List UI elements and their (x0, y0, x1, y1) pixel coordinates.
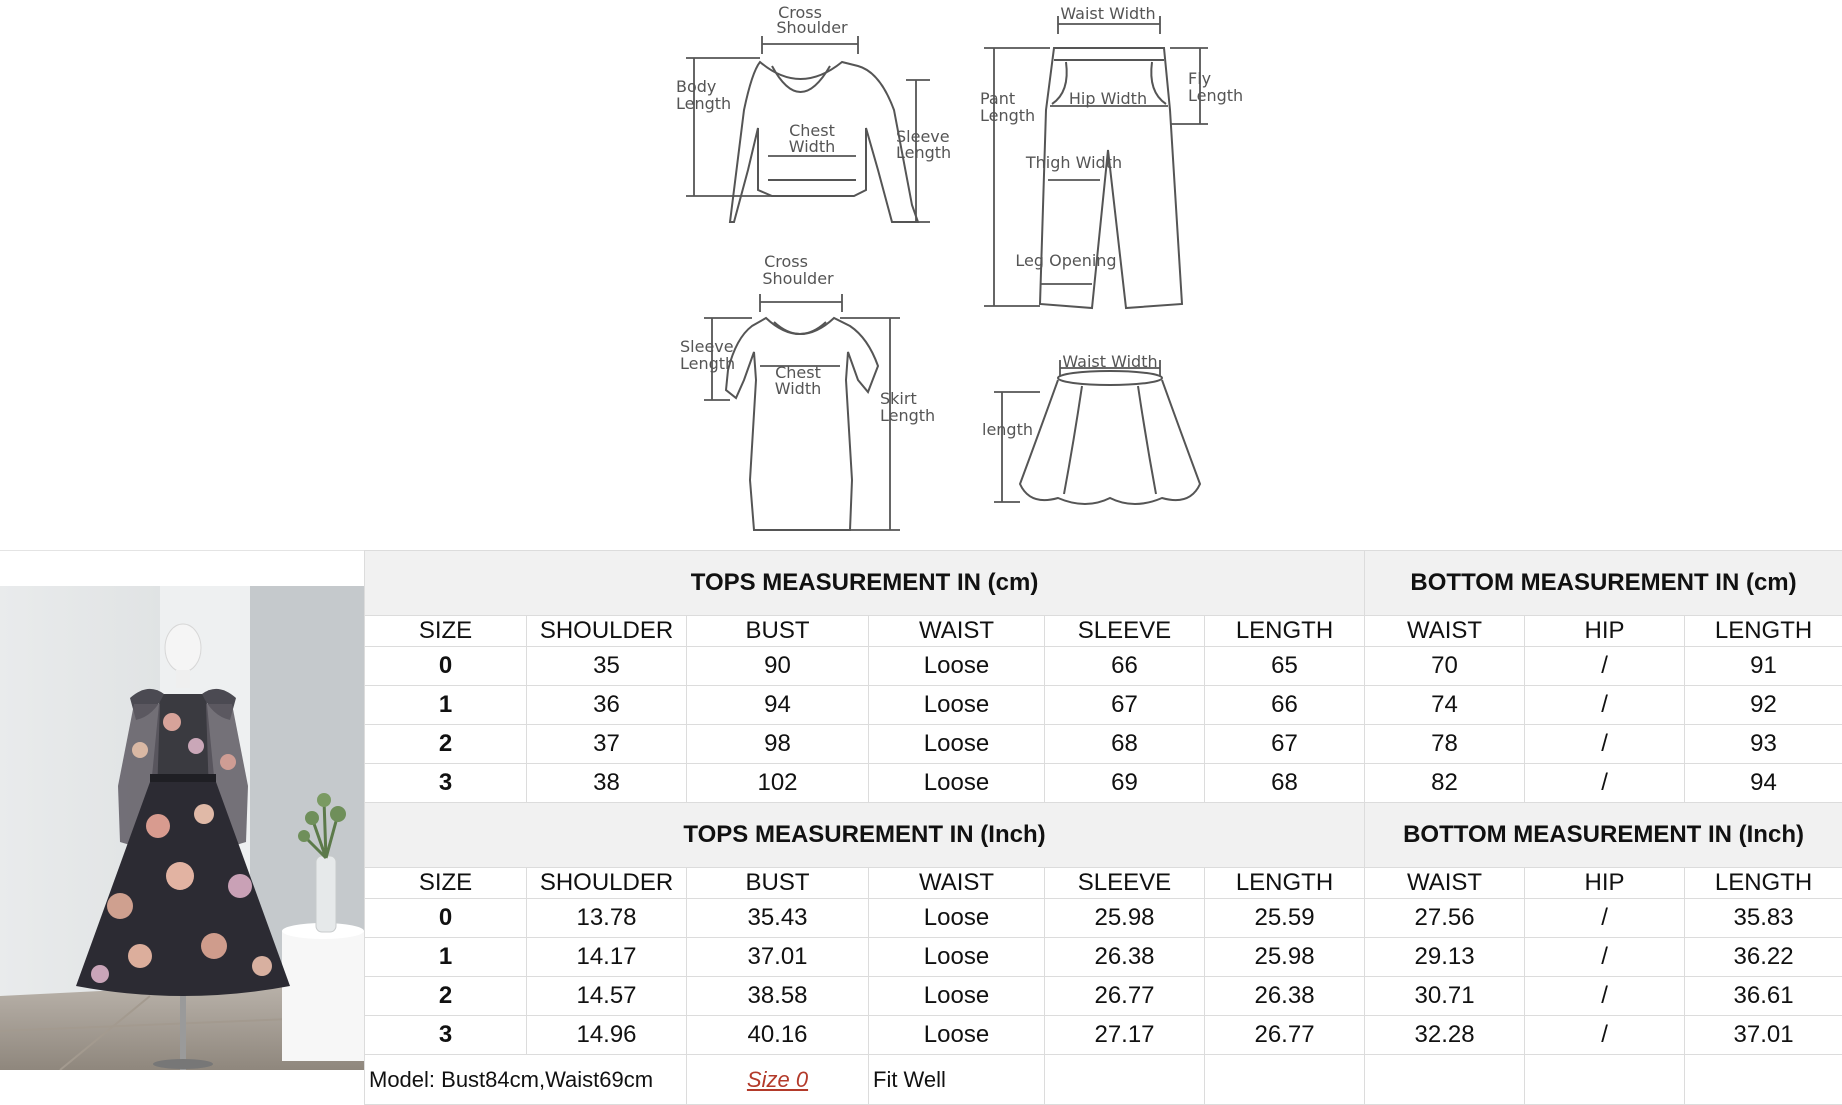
dress-chest-width-label-1: Chest (775, 363, 821, 382)
size-chart (364, 550, 1842, 1105)
inch-tops-title: TOPS MEASUREMENT IN (Inch) (365, 803, 1365, 868)
pants-pant-length-label-1: Pant (980, 89, 1016, 108)
dress-diagram (680, 252, 935, 530)
cm-header-hip: HIP (1525, 616, 1685, 647)
table-cell: 92 (1685, 686, 1842, 725)
model-info-row (365, 1055, 1842, 1105)
cm-tops-title: TOPS MEASUREMENT IN (cm) (365, 551, 1365, 616)
cm-header-bust: BUST (687, 616, 869, 647)
top-chest-width-label-2: Width (788, 137, 836, 156)
inch-header-hip: HIP (1525, 868, 1685, 899)
table-cell: 67 (1045, 686, 1205, 725)
table-cell: 102 (687, 764, 869, 803)
table-cell: 69 (1045, 764, 1205, 803)
empty-cell (1525, 1055, 1685, 1105)
table-cell: Loose (869, 899, 1045, 938)
table-cell: 26.77 (1045, 977, 1205, 1016)
table-cell: 14.57 (527, 977, 687, 1016)
table-cell: / (1525, 938, 1685, 977)
dress-sleeve-length-label-2: Length (680, 354, 736, 373)
inch-header-shoulder: SHOULDER (527, 868, 687, 899)
table-cell: 98 (687, 725, 869, 764)
table-cell: / (1525, 977, 1685, 1016)
table-cell: Loose (869, 1016, 1045, 1055)
inch-header-bottom-length: LENGTH (1685, 868, 1842, 899)
table-cell: / (1525, 1016, 1685, 1055)
table-cell: 25.59 (1205, 899, 1365, 938)
pants-diagram (980, 4, 1243, 308)
table-cell: 35.83 (1685, 899, 1842, 938)
skirt-diagram (982, 352, 1200, 504)
top-cross-shoulder-label-1: Cross (778, 3, 822, 22)
table-row (365, 1016, 1842, 1055)
table-cell: 35 (527, 647, 687, 686)
measurement-diagram-art (0, 0, 1842, 550)
fit-note: Fit Well (869, 1055, 1045, 1105)
table-cell: 68 (1045, 725, 1205, 764)
table-cell: 66 (1205, 686, 1365, 725)
table-cell: 37.01 (1685, 1016, 1842, 1055)
table-cell: 27.17 (1045, 1016, 1205, 1055)
table-cell: 91 (1685, 647, 1842, 686)
table-cell: 2 (365, 977, 527, 1016)
empty-cell (1685, 1055, 1842, 1105)
pants-fly-length-label-1: Fly (1188, 69, 1212, 88)
empty-cell (1205, 1055, 1365, 1105)
cm-section-header-row (365, 551, 1842, 616)
table-row (365, 647, 1842, 686)
table-cell: / (1525, 899, 1685, 938)
pants-pant-length-label-2: Length (980, 106, 1036, 125)
cm-header-bottom-waist: WAIST (1365, 616, 1525, 647)
table-cell: 25.98 (1045, 899, 1205, 938)
top-body-length-label-1: Body (676, 77, 717, 96)
table-cell: 27.56 (1365, 899, 1525, 938)
table-row (365, 764, 1842, 803)
table-cell: 93 (1685, 725, 1842, 764)
table-cell: 26.38 (1045, 938, 1205, 977)
dress-skirt-length-label-2: Length (880, 406, 936, 425)
table-cell: 40.16 (687, 1016, 869, 1055)
table-cell: 25.98 (1205, 938, 1365, 977)
inch-header-bottom-waist: WAIST (1365, 868, 1525, 899)
empty-cell (1045, 1055, 1205, 1105)
model-measurements: Model: Bust84cm,Waist69cm (365, 1055, 687, 1105)
dress-cross-shoulder-label-2: Shoulder (762, 269, 834, 288)
skirt-length-label: length (982, 420, 1033, 439)
cm-header-sleeve: SLEEVE (1045, 616, 1205, 647)
table-cell: 2 (365, 725, 527, 764)
table-cell: 14.96 (527, 1016, 687, 1055)
pants-hip-width-label: Hip Width (1068, 89, 1148, 108)
pants-leg-opening-label: Leg Opening (1015, 251, 1117, 270)
table-cell: / (1525, 764, 1685, 803)
inch-header-size: SIZE (365, 868, 527, 899)
table-cell: 70 (1365, 647, 1525, 686)
table-row (365, 686, 1842, 725)
table-cell: 1 (365, 686, 527, 725)
inch-header-sleeve: SLEEVE (1045, 868, 1205, 899)
cm-header-size: SIZE (365, 616, 527, 647)
table-cell: 68 (1205, 764, 1365, 803)
top-body-length-label-2: Length (676, 94, 732, 113)
top-sleeve-length-label-1: Sleeve (896, 127, 950, 146)
table-cell: 0 (365, 647, 527, 686)
table-cell: 37 (527, 725, 687, 764)
table-row (365, 725, 1842, 764)
pants-thigh-width-label: Thigh Width (1025, 153, 1123, 172)
table-cell: 78 (1365, 725, 1525, 764)
table-cell: 1 (365, 938, 527, 977)
dress-cross-shoulder-label-1: Cross (764, 252, 808, 271)
table-cell: 67 (1205, 725, 1365, 764)
table-cell: 94 (687, 686, 869, 725)
table-cell: 74 (1365, 686, 1525, 725)
table-cell: 29.13 (1365, 938, 1525, 977)
table-cell: Loose (869, 647, 1045, 686)
inch-column-headers (365, 868, 1842, 899)
dress-chest-width-label-2: Width (774, 379, 822, 398)
size-chart-table (364, 550, 1842, 1105)
table-cell: Loose (869, 938, 1045, 977)
table-cell: Loose (869, 764, 1045, 803)
cm-header-shoulder: SHOULDER (527, 616, 687, 647)
table-cell: 36.61 (1685, 977, 1842, 1016)
table-cell: 35.43 (687, 899, 869, 938)
model-size: Size 0 (687, 1055, 869, 1105)
table-cell: 82 (1365, 764, 1525, 803)
table-cell: Loose (869, 977, 1045, 1016)
empty-cell (1365, 1055, 1525, 1105)
inch-header-length: LENGTH (1205, 868, 1365, 899)
table-cell: 3 (365, 764, 527, 803)
dress-skirt-length-label-1: Skirt (880, 389, 917, 408)
inch-header-waist: WAIST (869, 868, 1045, 899)
table-row (365, 938, 1842, 977)
skirt-waist-width-label: Waist Width (1062, 352, 1158, 371)
inch-header-bust: BUST (687, 868, 869, 899)
model-photo (0, 586, 364, 1070)
table-cell: Loose (869, 686, 1045, 725)
table-cell: 36 (527, 686, 687, 725)
table-cell: 38 (527, 764, 687, 803)
table-cell: 26.77 (1205, 1016, 1365, 1055)
table-cell: 65 (1205, 647, 1365, 686)
top-sleeve-length-label-2: Length (896, 143, 952, 162)
table-cell: 94 (1685, 764, 1842, 803)
table-cell: 26.38 (1205, 977, 1365, 1016)
garment-measurement-diagrams (0, 0, 1842, 551)
top-chest-width-label-1: Chest (789, 121, 835, 140)
inch-bottom-title: BOTTOM MEASUREMENT IN (Inch) (1365, 803, 1842, 868)
inch-section-header-row (365, 803, 1842, 868)
table-cell: 37.01 (687, 938, 869, 977)
table-cell: 32.28 (1365, 1016, 1525, 1055)
table-cell: Loose (869, 725, 1045, 764)
table-cell: 3 (365, 1016, 527, 1055)
cm-column-headers (365, 616, 1842, 647)
table-cell: 66 (1045, 647, 1205, 686)
table-cell: / (1525, 725, 1685, 764)
table-cell: 30.71 (1365, 977, 1525, 1016)
cm-header-length: LENGTH (1205, 616, 1365, 647)
table-cell: 36.22 (1685, 938, 1842, 977)
table-cell: / (1525, 647, 1685, 686)
cm-header-bottom-length: LENGTH (1685, 616, 1842, 647)
table-row (365, 899, 1842, 938)
top-diagram (676, 3, 951, 222)
pants-waist-width-label: Waist Width (1060, 4, 1156, 23)
cm-bottom-title: BOTTOM MEASUREMENT IN (cm) (1365, 551, 1842, 616)
top-cross-shoulder-label-2: Shoulder (776, 18, 848, 37)
dress-sleeve-length-label-1: Sleeve (680, 337, 734, 356)
table-cell: 90 (687, 647, 869, 686)
table-cell: 13.78 (527, 899, 687, 938)
table-cell: 0 (365, 899, 527, 938)
cm-header-waist: WAIST (869, 616, 1045, 647)
table-cell: 14.17 (527, 938, 687, 977)
pants-fly-length-label-2: Length (1188, 86, 1244, 105)
table-cell: / (1525, 686, 1685, 725)
table-cell: 38.58 (687, 977, 869, 1016)
table-row (365, 977, 1842, 1016)
